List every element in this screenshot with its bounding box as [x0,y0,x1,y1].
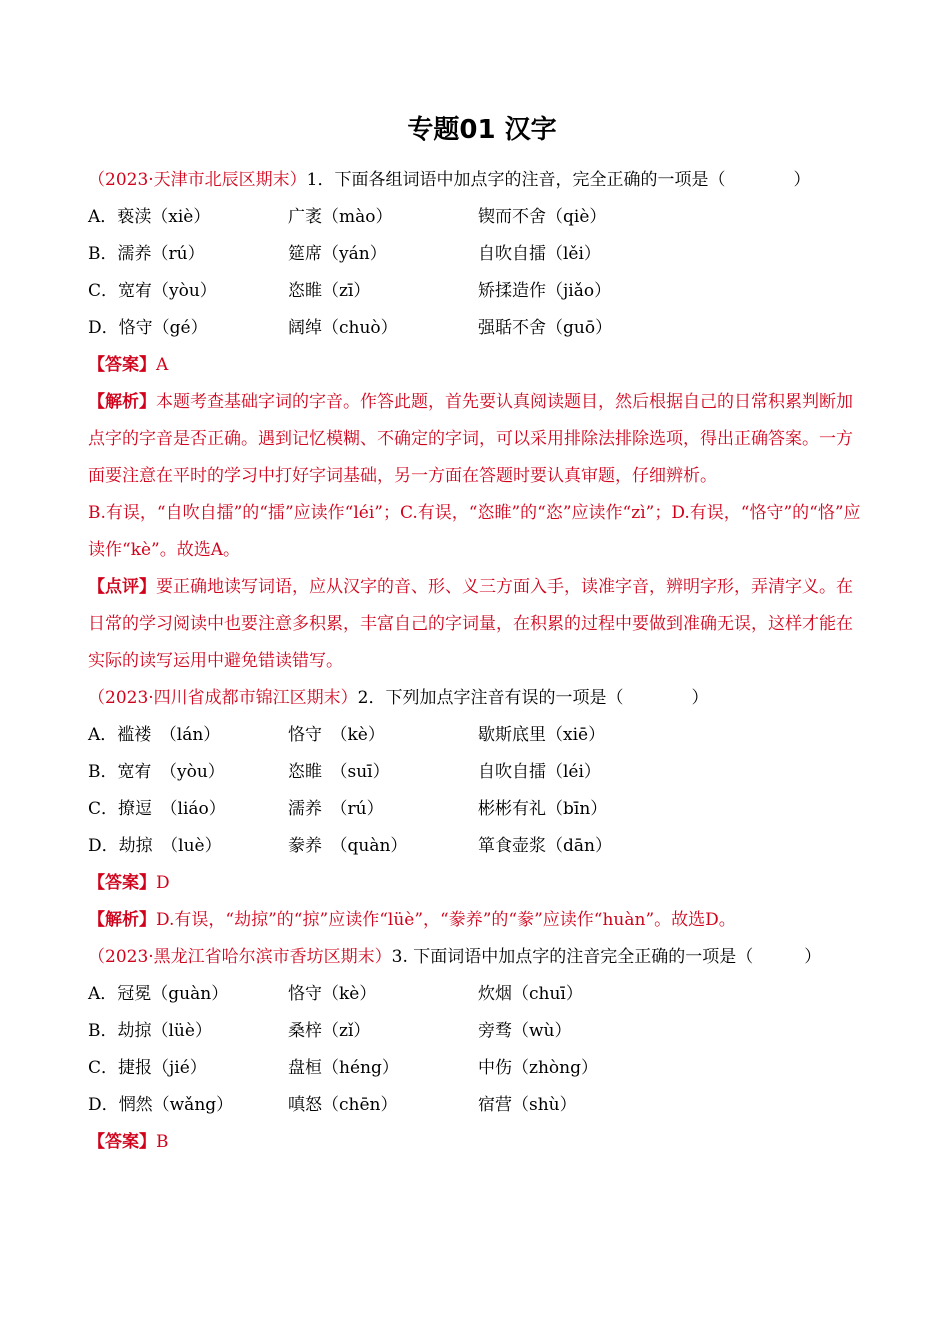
question-3-option-b [88,1013,868,1050]
comment-text: 要正确地读写词语，应从汉字的音、形、义三方面入手，读准字音，辨明字形，弄清字义。在日常的学习阅读中也要注意多积累，丰富自己的字词量，在积累的过程中要做到准确无误，这样才能在实际的读写运用中避免错读错写。 [88,577,853,671]
question-2-source: （2023·四川省成都市锦江区期末） [88,688,358,708]
option-cell: 盘桓（héng） [288,1058,399,1078]
option-cell: C．撩逗 （liáo） [88,799,226,819]
option-cell: 强聒不舍（guō） [478,318,613,338]
option-cell: 箪食壶浆（dān） [478,836,612,856]
question-2-option-d [88,828,868,865]
option-cell: 恣睢 （suī） [288,762,390,782]
option-cell: 筵席（yán） [288,244,387,264]
option-cell: A．褴褛 （lán） [88,725,221,745]
option-cell: 炊烟（chuī） [478,984,583,1004]
option-cell: 彬彬有礼（bīn） [478,799,608,819]
question-3-option-d [88,1087,868,1124]
option-cell: 自吹自擂（lěi） [478,244,601,264]
option-cell: 矫揉造作（jiǎo） [478,281,612,301]
question-3-answer [88,1124,868,1161]
question-3-option-a [88,976,868,1013]
option-cell: B．宽宥 （yòu） [88,762,225,782]
answer-label: 【答案】 [88,873,156,893]
option-cell: B．劫掠（lüè） [88,1021,212,1041]
option-cell: 濡养 （rú） [288,799,384,819]
answer-label: 【答案】 [88,355,156,375]
option-cell: A．亵渎（xiè） [88,207,211,227]
question-1-stem [88,162,868,199]
option-cell: 恣睢（zī） [288,281,371,301]
option-cell: 恪守 （kè） [288,725,385,745]
question-1-option-b [88,236,868,273]
option-cell: C．宽宥（yòu） [88,281,217,301]
question-2-option-a [88,717,868,754]
option-cell: 豢养 （quàn） [288,836,408,856]
option-cell: D．恪守（gé） [88,318,208,338]
analysis-label: 【解析】 [88,910,156,930]
question-2-analysis [88,902,868,939]
question-1-source: （2023·天津市北辰区期末） [88,170,307,190]
option-cell: B．濡养（rú） [88,244,205,264]
question-3-stem [88,939,868,976]
analysis-label: 【解析】 [88,392,156,412]
question-1-option-d [88,310,868,347]
question-2-option-c [88,791,868,828]
option-cell: 旁骛（wù） [478,1021,572,1041]
question-1-option-c [88,273,868,310]
option-cell: D．劫掠 （luè） [88,836,222,856]
question-3-text: 3. 下面词语中加点字的注音完全正确的一项是（ ） [391,947,822,967]
question-1-text: 1．下面各组词语中加点字的注音，完全正确的一项是（ ） [306,170,811,190]
option-cell: 中伤（zhòng） [478,1058,598,1078]
option-cell: A．冠冕（guàn） [88,984,229,1004]
question-2-stem [88,680,868,717]
option-cell: 桑梓（zǐ） [288,1021,371,1041]
comment-label: 【点评】 [88,577,156,597]
question-1-answer [88,347,868,384]
question-1-analysis-detail: B.有误，“自吹自擂”的“擂”应读作“léi”；C.有误，“恣睢”的“恣”应读作“zì”；D.有误，“恪守”的“恪”应读作“kè”。故选A。 [88,503,861,560]
document-page [88,110,868,1161]
analysis-text: D.有误，“劫掠”的“掠”应读作“lüè”，“豢养”的“豢”应读作“huàn”。故选D。 [156,910,736,930]
page-title: 专题01 汉字 [407,115,557,145]
answer-label: 【答案】 [88,1132,156,1152]
option-cell: 阔绰（chuò） [288,318,398,338]
question-3-option-c [88,1050,868,1087]
question-2-answer [88,865,868,902]
option-cell: 广袤（mào） [288,207,393,227]
option-cell: 锲而不舍（qiè） [478,207,607,227]
option-cell: D．惘然（wǎng） [88,1095,234,1115]
option-cell: C．捷报（jié） [88,1058,207,1078]
question-1-analysis [88,384,868,495]
option-cell: 歇斯底里（xiē） [478,725,606,745]
analysis-text: 本题考查基础字词的字音。作答此题，首先要认真阅读题目，然后根据自己的日常积累判断加点字的字音是否正确。遇到记忆模糊、不确定的字词，可以采用排除法排除选项，得出正确答案。一方面要注意在平时的学习中打好字词基础，另一方面在答题时要认真审题，仔细辨析。 [88,392,853,486]
question-3-source: （2023·黑龙江省哈尔滨市香坊区期末） [88,947,392,967]
question-1-comment [88,569,868,680]
answer-value: A [156,355,169,375]
answer-value: D [156,873,170,893]
option-cell: 恪守（kè） [288,984,377,1004]
question-1-option-a [88,199,868,236]
option-cell: 宿营（shù） [478,1095,577,1115]
option-cell: 嗔怒（chēn） [288,1095,398,1115]
question-2-text: 2．下列加点字注音有误的一项是（ ） [357,688,709,708]
question-2-option-b [88,754,868,791]
option-cell: 自吹自擂（léi） [478,762,601,782]
answer-value: B [156,1132,169,1152]
